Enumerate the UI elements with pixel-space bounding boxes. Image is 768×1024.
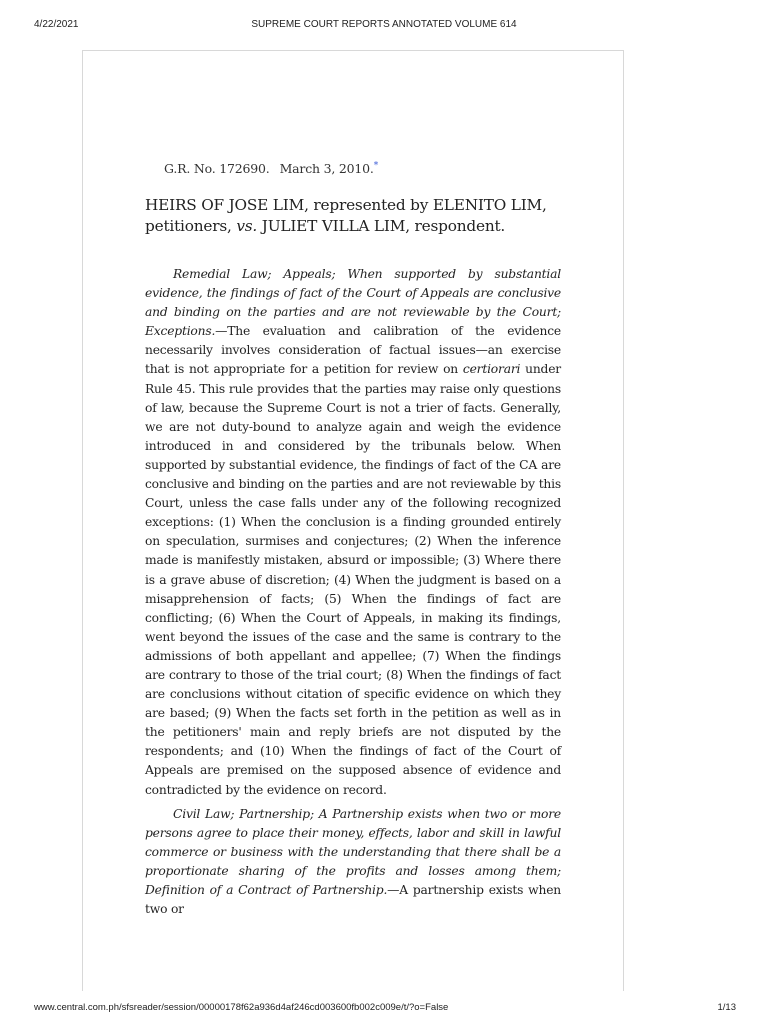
- decision-date: March 3, 2010.: [279, 161, 374, 177]
- print-title: SUPREME COURT REPORTS ANNOTATED VOLUME 614: [251, 19, 517, 30]
- syllabus-paragraph-1: [145, 265, 561, 800]
- syllabus-text-2: —A partnership exists when two or: [145, 883, 561, 917]
- syllabus-text-1b: under Rule 45. This rule provides that the parties may raise only questions of law, because the Supreme Court is not a trier of facts. Generally, we are not duty-bound to analyze again and weigh the evidence introduced in and considered by the tribunals below. When supported by substantial evidence, the findings of fact of the CA are conclusive and binding on the parties and are not reviewable by this Court, unless the case falls under any of the following recognized exceptions: (1) When the conclusion is a finding grounded entirely on speculation, surmises and conjectures; (2) When the inference made is manifestly mistaken, absurd or impossible; (3) Where there is a grave abuse of discretion; (4) When the judgment is based on a misapprehension of facts; (5) When the findings of fact are conflicting; (6) When the Court of Appeals, in making its findings, went beyond the issues of the case and the same is contrary to the admissions of both appellant and appellee; (7) When the findings are contrary to those of the trial court; (8) When the findings of fact are conclusions without citation of specific evidence on which they are based; (9) When the facts set forth in the petition as well as in the petitioners' main and reply briefs are not disputed by the respondents; and (10) When the findings of fact of the Court of Appeals are premised on the supposed absence of evidence and contradicted by the evidence on record.: [145, 362, 561, 797]
- petitioner-name: HEIRS OF JOSE LIM,: [145, 196, 309, 214]
- petitioners-label: petitioners,: [145, 217, 237, 235]
- syllabus-body: [145, 265, 561, 924]
- print-footer: [0, 994, 768, 1024]
- represented-by: represented by: [308, 196, 433, 214]
- case-parties: [145, 195, 565, 237]
- print-header: [0, 0, 768, 30]
- respondent-name: JULIET VILLA LIM,: [257, 217, 410, 235]
- gr-number: G.R. No. 172690.: [164, 161, 270, 177]
- syllabus-paragraph-2: [145, 805, 561, 920]
- page-number: 1/13: [717, 1002, 736, 1013]
- syllabus-text-1a: —The evaluation and calibration of the evidence necessarily involves consideration of factual issues—an exercise that is not appropriate for a petition for review on: [145, 324, 561, 377]
- document-page: [82, 50, 624, 991]
- versus-label: vs.: [236, 217, 258, 235]
- case-number-line: [164, 161, 378, 176]
- respondent-label: respondent.: [409, 217, 506, 235]
- syllabus-heading-2: Civil Law; Partnership; A Partnership exists when two or more persons agree to place their money, effects, labor and skill in lawful commerce or business with the understanding that there shall be a proportionate sharing of the profits and losses among them; Definition of a Contract of Partnership.: [145, 806, 561, 897]
- certiorari-term: certiorari: [462, 362, 521, 377]
- page-url: www.central.com.ph/sfsreader/session/00000178f62a936d4af246cd003600fb002c009e/t/?o=False: [34, 1002, 449, 1013]
- representative-name: ELENITO LIM,: [432, 196, 547, 214]
- syllabus-heading-1: Remedial Law; Appeals; When supported by substantial evidence, the findings of fact of the Court of Appeals are conclusive and binding on the parties and are not reviewable by the Court; Exceptions.: [145, 267, 561, 339]
- footnote-link[interactable]: *: [373, 161, 379, 171]
- print-date: 4/22/2021: [34, 19, 79, 30]
